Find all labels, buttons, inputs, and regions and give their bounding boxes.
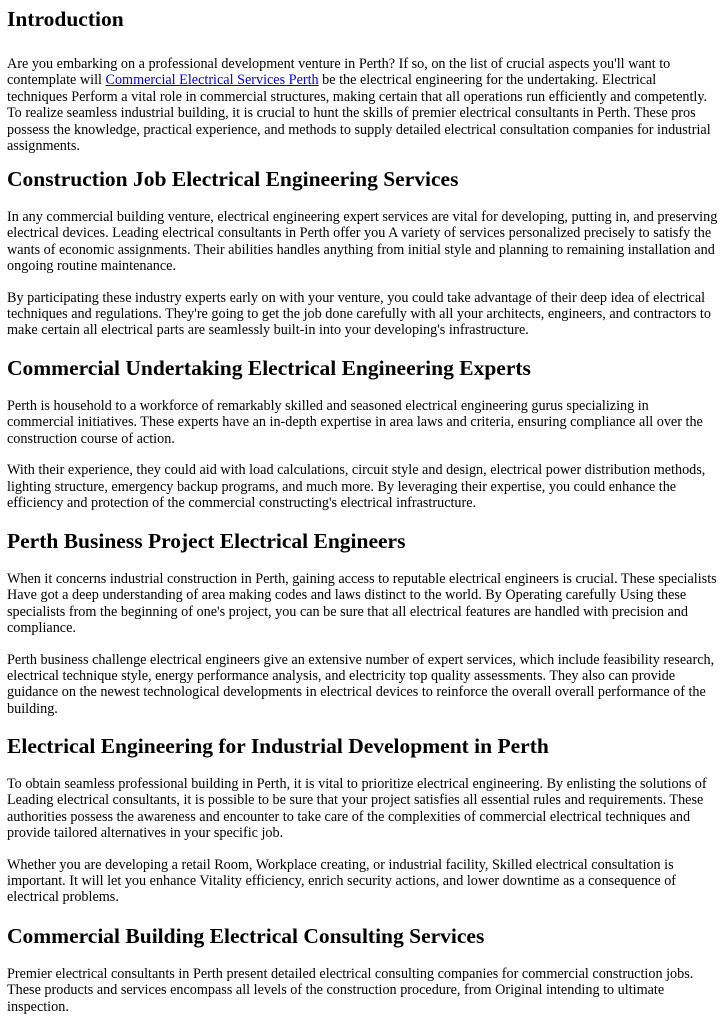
section-heading: Commercial Undertaking Electrical Engineering Experts [7, 356, 531, 380]
section-heading: Commercial Building Electrical Consulting Services [7, 924, 485, 948]
paragraph: Premier electrical consultants in Perth present detailed electrical consulting companies for commercial construction jobs. These products and services encompass all levels of the construction procedure, from Original intending to ultimate inspection. [7, 966, 694, 1015]
section-heading: Construction Job Electrical Engineering Services [7, 167, 459, 191]
section-heading: Electrical Engineering for Industrial Development in Perth [7, 734, 549, 758]
paragraph: Perth business challenge electrical engineers give an extensive number of expert services, which include feasibility research, electrical technique style, energy performance analysis, and electricity top quality assessments. They also can provide guidance on the newest technological developments in electrical devices to reinforce the overall overall performance of the building. [7, 651, 715, 717]
section-industrial-development [7, 734, 719, 906]
section-heading: Perth Business Project Electrical Engineers [7, 529, 406, 553]
section-commercial-undertaking [7, 356, 719, 511]
paragraph [7, 56, 719, 154]
paragraph: When it concerns industrial construction in Perth, gaining access to reputable electrical engineers is crucial. These specialists Have got a deep understanding of area making codes and laws distinct to the world. By Operating carefully Using these specialists from the beginning of one's project, you can be sure that all electrical features are handled with precision and compliance. [7, 571, 717, 637]
section-heading: Introduction [7, 7, 124, 31]
section-commercial-building-consulting [7, 924, 719, 1015]
section-introduction [7, 7, 719, 154]
section-perth-business-project [7, 529, 719, 717]
section-construction-job [7, 167, 719, 339]
paragraph: To obtain seamless professional building in Perth, it is vital to prioritize electrical engineering. By enlisting the solutions of Leading electrical consultants, it is possible to be sure that your project satisfies all essential rules and requirements. These authorities possess the awareness and encounter to take care of the complexities of commercial electrical techniques and provide tailored alternatives in your specific job. [7, 776, 707, 842]
paragraph: By participating these industry experts early on with your venture, you could take advantage of their deep idea of electrical techniques and regulations. They're going to get the job done carefully with all your architects, engineers, and contractors to make certain all electrical parts are seamlessly built-in into your developing's infrastructure. [7, 289, 711, 339]
paragraph: In any commercial building venture, electrical engineering expert services are vital for developing, putting in, and preserving electrical devices. Leading electrical consultants in Perth offer you A variety of services personalized precisely to satisfy the wants of economic assignments. Their abilities handles anything from initial style and planning to remaining installation and ongoing routine maintenance. [7, 209, 718, 275]
paragraph-text: Are you embarking on a professional development venture in Perth? If so, on the list of crucial aspects you'll want to contemplate will [7, 56, 671, 89]
commercial-electrical-services-link[interactable]: Commercial Electrical Services Perth [105, 72, 319, 89]
paragraph: Perth is household to a workforce of remarkably skilled and seasoned electrical engineering gurus specializing in commercial initiatives. These experts have an in-depth expertise in area laws and criteria, ensuring compliance all over the construction course of action. [7, 398, 703, 447]
paragraph: With their experience, they could aid with load calculations, circuit style and design, electrical power distribution methods, lighting structure, emergency backup programs, and much more. By leveraging their expertise, you could enhance the efficiency and protection of the commercial constructing's electrical infrastructure. [7, 462, 706, 512]
paragraph-text: be the electrical engineering for the undertaking. Electrical techniques Perform a vital role in commercial structures, making certain that all operations run efficiently and competently. To realize seamless industrial building, it is crucial to hunt the skills of premier electrical consultants in Perth. These pros possess the knowledge, practical experience, and methods to supply detailed electrical consultation companies for industrial assignments. [7, 72, 711, 155]
paragraph: Whether you are developing a retail Room, Workplace creating, or industrial facility, Skilled electrical consultation is important. It will let you enhance Vitality efficiency, enrich security actions, and lower downtime as a consequence of electrical problems. [7, 856, 677, 906]
